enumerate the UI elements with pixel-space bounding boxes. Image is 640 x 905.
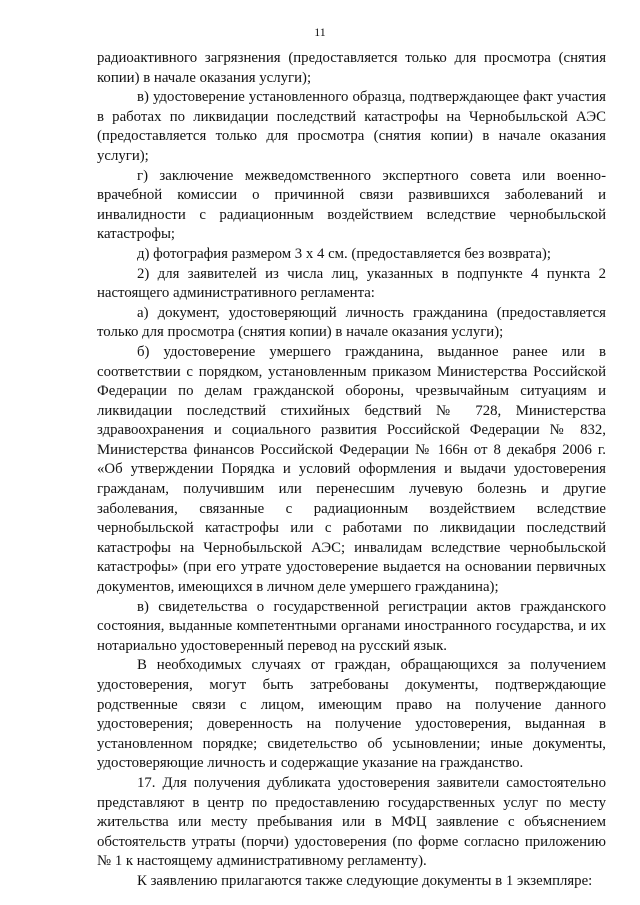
paragraph-item-a-identity-document: а) документ, удостоверяющий личность гражданина (предоставляется только для просмотра (снятия копии) в начале оказания услуги);	[97, 304, 606, 341]
paragraph-item-2-applicants-subclause-4: 2) для заявителей из числа лиц, указанных в подпункте 4 пункта 2 настоящего административного регламента:	[97, 265, 606, 302]
paragraph-item-d-photograph: д) фотография размером 3 х 4 см. (предоставляется без возврата);	[137, 245, 551, 262]
paragraph-item-v-chernobyl-certificate: в) удостоверение установленного образца, подтверждающее факт участия в работах по ликвидации последствий катастрофы на Чернобыльской АЭС (предоставляется только для просмотра (снятия копии) в начале оказания услуги);	[97, 89, 606, 164]
document-body	[97, 49, 606, 892]
paragraph-attached-documents: К заявлению прилагаются также следующие документы в 1 экземпляре:	[137, 872, 593, 889]
page-number: 11	[314, 25, 326, 39]
paragraph-item-g-expert-council-conclusion: г) заключение межведомственного экспертного совета или военно-врачебной комиссии о причинной связи развившихся заболеваний и инвалидности с радиационным воздействием вследствие чернобыльской катастрофы;	[97, 167, 606, 243]
paragraph-additional-documents: В необходимых случаях от граждан, обращающихся за получением удостоверения, могут быть затребованы документы, подтверждающие родственные связи с лицом, имеющим право на получение данного удостоверения; доверенность на получение удостоверения, выданная в установленном порядке; свидетельство об усыновлении; иные документы, удостоверяющие личность и содержащие указание на гражданство.	[97, 657, 606, 772]
paragraph-item-b-deceased-certificate: б) удостоверение умершего гражданина, выданное ранее или в соответствии с порядком, установленным приказом Министерства Российской Федерации по делам гражданской обороны, чрезвычайным ситуациям и ликвидации последствий стихийных бедствий № 728, Министерства здравоохранения и социального развития Российской Федерации № 832, Министерства финансов Российской Федерации № 166н от 8 декабря 2006 г. «Об утверждении Порядка и условий оформления и выдачи удостоверения гражданам, получившим или перенесшим лучевую болезнь и другие заболевания, связанные с радиационным воздействием вследствие чернобыльской катастрофы или с работами по ликвидации последствий катастрофы на Чернобыльской АЭС; инвалидам вследствие чернобыльской катастрофы» (при его утрате удостоверение выдается на основании первичных документов, имеющихся в личном деле умершего гражданина);	[97, 343, 606, 596]
paragraph-radioactive-contamination-continuation: радиоактивного загрязнения (предоставляется только для просмотра (снятия копии) в начале оказания услуги);	[97, 50, 606, 86]
paragraph-item-v-civil-status-certificates: в) свидетельства о государственной регистрации актов гражданского состояния, выданные компетентными органами иностранного государства, и их нотариально удостоверенный перевод на русский язык.	[97, 598, 606, 654]
paragraph-section-17-duplicate: 17. Для получения дубликата удостоверения заявители самостоятельно представляют в центр по предоставлению государственных услуг по месту жительства или месту пребывания или в МФЦ заявление с объяснением обстоятельств утраты (порчи) удостоверения (по форме согласно приложению № 1 к настоящему административному регламенту).	[97, 774, 606, 870]
